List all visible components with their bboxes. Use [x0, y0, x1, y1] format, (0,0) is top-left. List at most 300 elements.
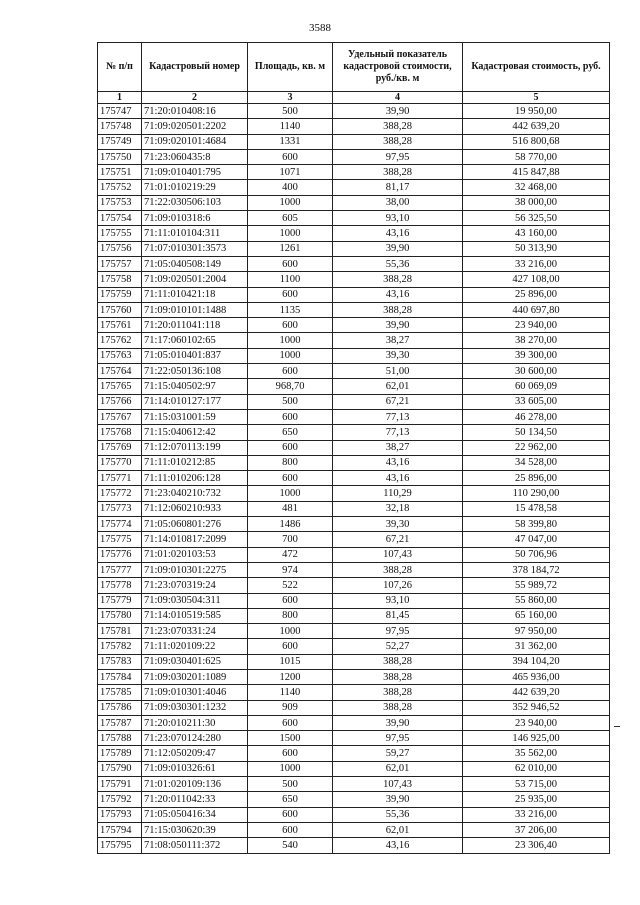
- column-index-row: [98, 92, 610, 104]
- cadastral-cost: 25 935,00: [463, 792, 610, 807]
- cadastral-number: 71:11:010421:18: [142, 287, 248, 302]
- table-row: [98, 822, 610, 837]
- row-number: 175751: [98, 165, 142, 180]
- cadastral-cost: 442 639,20: [463, 685, 610, 700]
- cadastral-number: 71:15:040612:42: [142, 425, 248, 440]
- specific-value: 77,13: [333, 409, 463, 424]
- cadastral-number: 71:14:010817:2099: [142, 532, 248, 547]
- header-number: № п/п: [98, 43, 142, 92]
- specific-value: 77,13: [333, 425, 463, 440]
- cadastral-cost: 33 605,00: [463, 394, 610, 409]
- margin-mark: [614, 726, 620, 727]
- specific-value: 67,21: [333, 532, 463, 547]
- specific-value: 388,28: [333, 165, 463, 180]
- cadastral-number: 71:01:010219:29: [142, 180, 248, 195]
- table-row: [98, 333, 610, 348]
- row-number: 175767: [98, 409, 142, 424]
- cadastral-number: 71:05:040508:149: [142, 256, 248, 271]
- cadastral-cost: 50 134,50: [463, 425, 610, 440]
- row-number: 175777: [98, 562, 142, 577]
- cadastral-cost: 146 925,00: [463, 731, 610, 746]
- cadastral-cost: 465 936,00: [463, 669, 610, 684]
- cadastral-cost: 352 946,52: [463, 700, 610, 715]
- area: 1135: [248, 302, 333, 317]
- area: 600: [248, 639, 333, 654]
- cadastral-number: 71:09:010318:6: [142, 211, 248, 226]
- table-row: [98, 471, 610, 486]
- cadastral-number: 71:12:060210:933: [142, 501, 248, 516]
- row-number: 175774: [98, 517, 142, 532]
- row-number: 175769: [98, 440, 142, 455]
- table-row: [98, 440, 610, 455]
- header-area: Площадь, кв. м: [248, 43, 333, 92]
- cadastral-number: 71:20:010211:30: [142, 715, 248, 730]
- area: 600: [248, 318, 333, 333]
- cadastral-number: 71:12:050209:47: [142, 746, 248, 761]
- cadastral-number: 71:09:030401:625: [142, 654, 248, 669]
- row-number: 175785: [98, 685, 142, 700]
- cadastral-number: 71:09:030301:1232: [142, 700, 248, 715]
- area: 600: [248, 440, 333, 455]
- cadastral-cost: 394 104,20: [463, 654, 610, 669]
- area: 522: [248, 578, 333, 593]
- row-number: 175747: [98, 104, 142, 119]
- specific-value: 39,30: [333, 348, 463, 363]
- specific-value: 51,00: [333, 364, 463, 379]
- specific-value: 43,16: [333, 226, 463, 241]
- cadastral-cost: 58 399,80: [463, 517, 610, 532]
- cadastral-cost: 60 069,09: [463, 379, 610, 394]
- cadastral-cost: 25 896,00: [463, 287, 610, 302]
- cadastral-number: 71:14:010519:585: [142, 608, 248, 623]
- specific-value: 38,27: [333, 333, 463, 348]
- area: 1331: [248, 134, 333, 149]
- area: 605: [248, 211, 333, 226]
- table-row: [98, 731, 610, 746]
- cadastral-number: 71:09:010301:2275: [142, 562, 248, 577]
- cadastral-number: 71:11:010212:85: [142, 455, 248, 470]
- specific-value: 43,16: [333, 838, 463, 853]
- cadastral-number: 71:20:011042:33: [142, 792, 248, 807]
- cadastral-number: 71:17:060102:65: [142, 333, 248, 348]
- table-row: [98, 807, 610, 822]
- row-number: 175762: [98, 333, 142, 348]
- specific-value: 388,28: [333, 669, 463, 684]
- row-number: 175749: [98, 134, 142, 149]
- table-row: [98, 562, 610, 577]
- table-row: [98, 501, 610, 516]
- area: 1200: [248, 669, 333, 684]
- row-number: 175793: [98, 807, 142, 822]
- area: 1000: [248, 226, 333, 241]
- row-number: 175779: [98, 593, 142, 608]
- area: 1140: [248, 119, 333, 134]
- column-index: 3: [248, 92, 333, 104]
- specific-value: 93,10: [333, 593, 463, 608]
- row-number: 175760: [98, 302, 142, 317]
- specific-value: 43,16: [333, 287, 463, 302]
- cadastral-cost: 415 847,88: [463, 165, 610, 180]
- column-index: 2: [142, 92, 248, 104]
- table-row: [98, 685, 610, 700]
- table-row: [98, 547, 610, 562]
- area: 400: [248, 180, 333, 195]
- area: 1000: [248, 761, 333, 776]
- table-row: [98, 241, 610, 256]
- cadastral-number: 71:07:010301:3573: [142, 241, 248, 256]
- area: 909: [248, 700, 333, 715]
- area: 1261: [248, 241, 333, 256]
- area: 1140: [248, 685, 333, 700]
- cadastral-table: [97, 42, 610, 854]
- area: 600: [248, 149, 333, 164]
- cadastral-number: 71:12:070113:199: [142, 440, 248, 455]
- table-row: [98, 838, 610, 853]
- row-number: 175755: [98, 226, 142, 241]
- specific-value: 55,36: [333, 256, 463, 271]
- table-row: [98, 578, 610, 593]
- cadastral-cost: 23 940,00: [463, 318, 610, 333]
- cadastral-cost: 33 216,00: [463, 256, 610, 271]
- specific-value: 62,01: [333, 822, 463, 837]
- row-number: 175770: [98, 455, 142, 470]
- specific-value: 67,21: [333, 394, 463, 409]
- specific-value: 388,28: [333, 302, 463, 317]
- cadastral-number: 71:11:020109:22: [142, 639, 248, 654]
- cadastral-number: 71:23:070319:24: [142, 578, 248, 593]
- area: 600: [248, 471, 333, 486]
- area: 1000: [248, 624, 333, 639]
- cadastral-cost: 62 010,00: [463, 761, 610, 776]
- specific-value: 81,45: [333, 608, 463, 623]
- cadastral-number: 71:09:020101:4684: [142, 134, 248, 149]
- cadastral-cost: 110 290,00: [463, 486, 610, 501]
- table-row: [98, 700, 610, 715]
- specific-value: 43,16: [333, 455, 463, 470]
- header-cadastral-number: Кадастровый номер: [142, 43, 248, 92]
- area: 650: [248, 792, 333, 807]
- area: 700: [248, 532, 333, 547]
- area: 1071: [248, 165, 333, 180]
- cadastral-cost: 38 000,00: [463, 195, 610, 210]
- table-row: [98, 302, 610, 317]
- specific-value: 39,30: [333, 517, 463, 532]
- header-specific-value: Удельный показатель кадастровой стоимости, руб./кв. м: [333, 43, 463, 92]
- table-row: [98, 256, 610, 271]
- area: 968,70: [248, 379, 333, 394]
- table-row: [98, 104, 610, 119]
- cadastral-cost: 55 860,00: [463, 593, 610, 608]
- area: 600: [248, 822, 333, 837]
- cadastral-cost: 38 270,00: [463, 333, 610, 348]
- cadastral-cost: 32 468,00: [463, 180, 610, 195]
- cadastral-cost: 25 896,00: [463, 471, 610, 486]
- specific-value: 39,90: [333, 318, 463, 333]
- cadastral-number: 71:09:020501:2202: [142, 119, 248, 134]
- area: 600: [248, 807, 333, 822]
- specific-value: 59,27: [333, 746, 463, 761]
- table-row: [98, 593, 610, 608]
- row-number: 175754: [98, 211, 142, 226]
- area: 500: [248, 104, 333, 119]
- cadastral-cost: 35 562,00: [463, 746, 610, 761]
- specific-value: 388,28: [333, 134, 463, 149]
- table-row: [98, 149, 610, 164]
- cadastral-number: 71:08:050111:372: [142, 838, 248, 853]
- table-row: [98, 532, 610, 547]
- cadastral-number: 71:20:010408:16: [142, 104, 248, 119]
- row-number: 175792: [98, 792, 142, 807]
- area: 600: [248, 593, 333, 608]
- column-index: 5: [463, 92, 610, 104]
- area: 481: [248, 501, 333, 516]
- specific-value: 39,90: [333, 104, 463, 119]
- cadastral-number: 71:09:030201:1089: [142, 669, 248, 684]
- cadastral-number: 71:23:070124:280: [142, 731, 248, 746]
- table-row: [98, 287, 610, 302]
- table-row: [98, 669, 610, 684]
- cadastral-number: 71:09:030504:311: [142, 593, 248, 608]
- table-row: [98, 211, 610, 226]
- area: 600: [248, 287, 333, 302]
- row-number: 175761: [98, 318, 142, 333]
- area: 800: [248, 608, 333, 623]
- cadastral-cost: 53 715,00: [463, 777, 610, 792]
- cadastral-number: 71:20:011041:118: [142, 318, 248, 333]
- cadastral-cost: 22 962,00: [463, 440, 610, 455]
- specific-value: 39,90: [333, 792, 463, 807]
- area: 1000: [248, 486, 333, 501]
- area: 1000: [248, 348, 333, 363]
- cadastral-cost: 19 950,00: [463, 104, 610, 119]
- cadastral-number: 71:05:060801:276: [142, 517, 248, 532]
- cadastral-number: 71:14:010127:177: [142, 394, 248, 409]
- table-row: [98, 486, 610, 501]
- area: 1486: [248, 517, 333, 532]
- cadastral-cost: 23 940,00: [463, 715, 610, 730]
- cadastral-cost: 30 600,00: [463, 364, 610, 379]
- cadastral-number: 71:15:031001:59: [142, 409, 248, 424]
- cadastral-number: 71:11:010104:311: [142, 226, 248, 241]
- row-number: 175788: [98, 731, 142, 746]
- specific-value: 97,95: [333, 624, 463, 639]
- table-row: [98, 455, 610, 470]
- table-row: [98, 608, 610, 623]
- area: 500: [248, 777, 333, 792]
- row-number: 175748: [98, 119, 142, 134]
- row-number: 175764: [98, 364, 142, 379]
- area: 1100: [248, 272, 333, 287]
- cadastral-cost: 55 989,72: [463, 578, 610, 593]
- specific-value: 388,28: [333, 562, 463, 577]
- row-number: 175765: [98, 379, 142, 394]
- row-number: 175759: [98, 287, 142, 302]
- cadastral-cost: 58 770,00: [463, 149, 610, 164]
- cadastral-number: 71:22:050136:108: [142, 364, 248, 379]
- table-row: [98, 517, 610, 532]
- cadastral-cost: 43 160,00: [463, 226, 610, 241]
- table-row: [98, 379, 610, 394]
- row-number: 175750: [98, 149, 142, 164]
- specific-value: 32,18: [333, 501, 463, 516]
- table-row: [98, 318, 610, 333]
- cadastral-number: 71:23:070331:24: [142, 624, 248, 639]
- specific-value: 97,95: [333, 731, 463, 746]
- area: 1015: [248, 654, 333, 669]
- row-number: 175757: [98, 256, 142, 271]
- table-row: [98, 715, 610, 730]
- area: 600: [248, 715, 333, 730]
- cadastral-number: 71:05:050416:34: [142, 807, 248, 822]
- row-number: 175778: [98, 578, 142, 593]
- row-number: 175766: [98, 394, 142, 409]
- specific-value: 388,28: [333, 654, 463, 669]
- specific-value: 107,43: [333, 547, 463, 562]
- specific-value: 388,28: [333, 272, 463, 287]
- cadastral-cost: 33 216,00: [463, 807, 610, 822]
- area: 974: [248, 562, 333, 577]
- cadastral-cost: 516 800,68: [463, 134, 610, 149]
- table-row: [98, 165, 610, 180]
- specific-value: 38,27: [333, 440, 463, 455]
- area: 472: [248, 547, 333, 562]
- table-row: [98, 409, 610, 424]
- area: 1000: [248, 195, 333, 210]
- row-number: 175776: [98, 547, 142, 562]
- column-index: 1: [98, 92, 142, 104]
- cadastral-cost: 15 478,58: [463, 501, 610, 516]
- row-number: 175790: [98, 761, 142, 776]
- area: 600: [248, 746, 333, 761]
- table-row: [98, 272, 610, 287]
- specific-value: 107,43: [333, 777, 463, 792]
- specific-value: 43,16: [333, 471, 463, 486]
- row-number: 175784: [98, 669, 142, 684]
- row-number: 175773: [98, 501, 142, 516]
- cadastral-cost: 65 160,00: [463, 608, 610, 623]
- table-row: [98, 654, 610, 669]
- row-number: 175758: [98, 272, 142, 287]
- row-number: 175753: [98, 195, 142, 210]
- header-cadastral-cost: Кадастровая стоимость, руб.: [463, 43, 610, 92]
- table-row: [98, 348, 610, 363]
- row-number: 175794: [98, 822, 142, 837]
- cadastral-cost: 46 278,00: [463, 409, 610, 424]
- table-row: [98, 761, 610, 776]
- specific-value: 388,28: [333, 685, 463, 700]
- cadastral-number: 71:09:020501:2004: [142, 272, 248, 287]
- table-row: [98, 792, 610, 807]
- cadastral-number: 71:15:040502:97: [142, 379, 248, 394]
- cadastral-cost: 56 325,50: [463, 211, 610, 226]
- area: 800: [248, 455, 333, 470]
- page-number: 3588: [309, 22, 331, 34]
- specific-value: 55,36: [333, 807, 463, 822]
- table-row: [98, 624, 610, 639]
- specific-value: 97,95: [333, 149, 463, 164]
- cadastral-number: 71:09:010101:1488: [142, 302, 248, 317]
- cadastral-number: 71:09:010401:795: [142, 165, 248, 180]
- cadastral-number: 71:11:010206:128: [142, 471, 248, 486]
- row-number: 175772: [98, 486, 142, 501]
- specific-value: 62,01: [333, 761, 463, 776]
- row-number: 175763: [98, 348, 142, 363]
- table-row: [98, 195, 610, 210]
- row-number: 175795: [98, 838, 142, 853]
- table-body: [98, 104, 610, 854]
- row-number: 175783: [98, 654, 142, 669]
- specific-value: 62,01: [333, 379, 463, 394]
- table-row: [98, 119, 610, 134]
- area: 650: [248, 425, 333, 440]
- row-number: 175781: [98, 624, 142, 639]
- row-number: 175791: [98, 777, 142, 792]
- cadastral-cost: 47 047,00: [463, 532, 610, 547]
- area: 1500: [248, 731, 333, 746]
- table-row: [98, 746, 610, 761]
- row-number: 175756: [98, 241, 142, 256]
- table-row: [98, 777, 610, 792]
- area: 600: [248, 256, 333, 271]
- specific-value: 38,00: [333, 195, 463, 210]
- table-row: [98, 134, 610, 149]
- cadastral-number: 71:23:060435:8: [142, 149, 248, 164]
- cadastral-cost: 442 639,20: [463, 119, 610, 134]
- area: 600: [248, 409, 333, 424]
- cadastral-cost: 427 108,00: [463, 272, 610, 287]
- table-row: [98, 226, 610, 241]
- specific-value: 39,90: [333, 715, 463, 730]
- cadastral-number: 71:01:020103:53: [142, 547, 248, 562]
- specific-value: 110,29: [333, 486, 463, 501]
- row-number: 175752: [98, 180, 142, 195]
- header-row: [98, 43, 610, 92]
- table-row: [98, 639, 610, 654]
- area: 600: [248, 364, 333, 379]
- cadastral-cost: 23 306,40: [463, 838, 610, 853]
- cadastral-number: 71:05:010401:837: [142, 348, 248, 363]
- table-row: [98, 180, 610, 195]
- cadastral-number: 71:09:010301:4046: [142, 685, 248, 700]
- table-row: [98, 364, 610, 379]
- specific-value: 39,90: [333, 241, 463, 256]
- row-number: 175775: [98, 532, 142, 547]
- row-number: 175782: [98, 639, 142, 654]
- specific-value: 81,17: [333, 180, 463, 195]
- cadastral-number: 71:15:030620:39: [142, 822, 248, 837]
- cadastral-cost: 440 697,80: [463, 302, 610, 317]
- area: 1000: [248, 333, 333, 348]
- cadastral-number: 71:09:010326:61: [142, 761, 248, 776]
- cadastral-cost: 50 706,96: [463, 547, 610, 562]
- cadastral-cost: 34 528,00: [463, 455, 610, 470]
- row-number: 175789: [98, 746, 142, 761]
- table-row: [98, 425, 610, 440]
- specific-value: 388,28: [333, 119, 463, 134]
- cadastral-cost: 31 362,00: [463, 639, 610, 654]
- row-number: 175768: [98, 425, 142, 440]
- area: 540: [248, 838, 333, 853]
- specific-value: 52,27: [333, 639, 463, 654]
- cadastral-number: 71:01:020109:136: [142, 777, 248, 792]
- column-index: 4: [333, 92, 463, 104]
- cadastral-cost: 39 300,00: [463, 348, 610, 363]
- area: 500: [248, 394, 333, 409]
- table-row: [98, 394, 610, 409]
- cadastral-cost: 97 950,00: [463, 624, 610, 639]
- row-number: 175786: [98, 700, 142, 715]
- cadastral-cost: 37 206,00: [463, 822, 610, 837]
